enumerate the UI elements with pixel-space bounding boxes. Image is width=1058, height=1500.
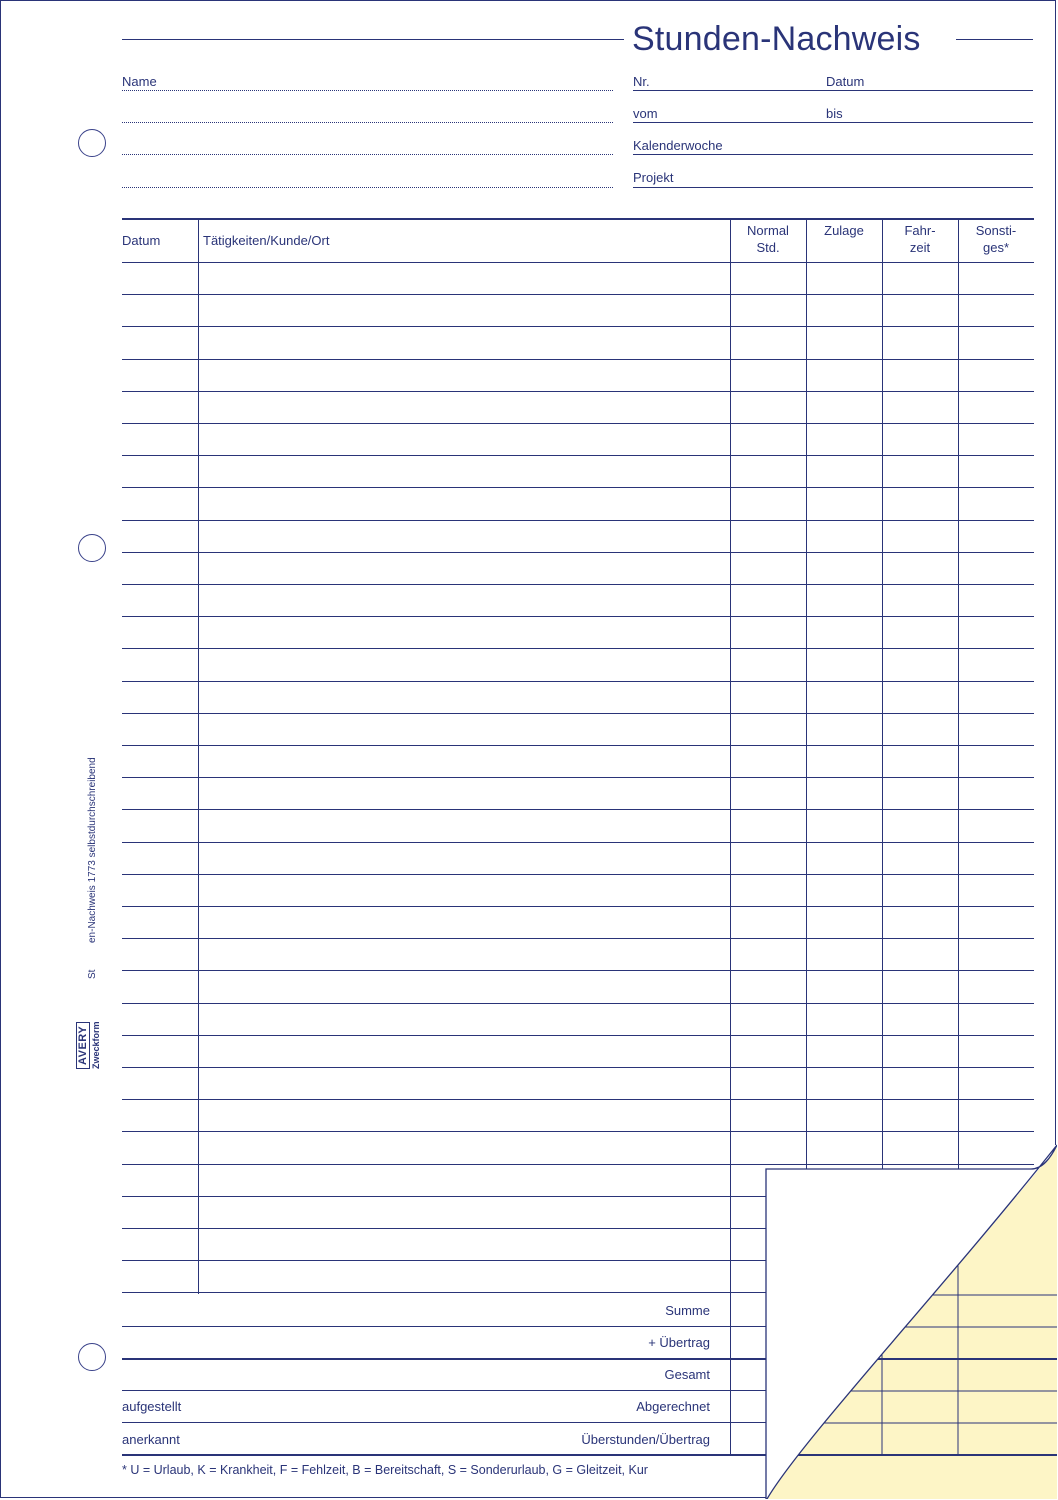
aufgestellt-label: aufgestellt bbox=[122, 1399, 182, 1414]
uebertrag-label: + Übertrag bbox=[648, 1335, 710, 1350]
col-header-fahrzeit-line2: zeit bbox=[909, 240, 931, 255]
table-top-rule bbox=[122, 218, 1034, 220]
punch-hole-bottom bbox=[78, 1343, 106, 1371]
col-header-normal-line1: Normal bbox=[747, 223, 789, 238]
col-header-taetigkeiten: Tätigkeiten/Kunde/Ort bbox=[203, 233, 330, 248]
title-rule-right bbox=[956, 39, 1033, 40]
table-row-rule bbox=[122, 1003, 1034, 1004]
table-row-rule bbox=[122, 970, 1034, 971]
table-row-rule bbox=[122, 648, 1034, 649]
col-header-zulage-wrap bbox=[806, 223, 882, 238]
kalenderwoche-line[interactable] bbox=[633, 154, 1033, 155]
name-line-1[interactable] bbox=[122, 90, 613, 91]
side-text-prefix: St bbox=[87, 969, 98, 979]
form-title: Stunden-Nachweis bbox=[632, 20, 921, 58]
bis-label: bis bbox=[826, 106, 843, 121]
name-line-4[interactable] bbox=[122, 187, 613, 188]
table-row-rule bbox=[122, 874, 1034, 875]
col-header-sonstiges bbox=[958, 223, 1034, 255]
table-row-rule bbox=[122, 326, 1034, 327]
abgerechnet-label: Abgerechnet bbox=[636, 1399, 710, 1414]
table-row-rule bbox=[122, 391, 1034, 392]
vom-bis-line[interactable] bbox=[633, 122, 1033, 123]
table-row-rule bbox=[122, 487, 1034, 488]
table-row-rule bbox=[122, 1067, 1034, 1068]
table-header-rule bbox=[122, 262, 1034, 263]
col-header-datum: Datum bbox=[122, 233, 161, 248]
column-divider-datum bbox=[198, 220, 199, 1294]
table-row-rule bbox=[122, 423, 1034, 424]
table-row-rule bbox=[122, 777, 1034, 778]
name-line-3[interactable] bbox=[122, 154, 613, 155]
col-header-zulage: Zulage bbox=[824, 223, 864, 238]
projekt-label: Projekt bbox=[633, 170, 674, 185]
side-text-product: en-Nachweis 1773 selbstdurchschreibend bbox=[87, 757, 98, 943]
projekt-line[interactable] bbox=[633, 187, 1033, 188]
page-curl bbox=[731, 1141, 1057, 1499]
table-row-rule bbox=[122, 1099, 1034, 1100]
anerkannt-label: anerkannt bbox=[122, 1432, 180, 1447]
table-row-rule bbox=[122, 713, 1034, 714]
col-header-normal bbox=[730, 223, 806, 255]
table-row-rule bbox=[122, 842, 1034, 843]
table-row-rule bbox=[122, 616, 1034, 617]
table-row-rule bbox=[122, 520, 1034, 521]
ueberstunden-label: Überstunden/Übertrag bbox=[581, 1432, 710, 1447]
punch-hole-middle bbox=[78, 534, 106, 562]
punch-hole-top bbox=[78, 129, 106, 157]
table-row-rule bbox=[122, 745, 1034, 746]
table-row-rule bbox=[122, 681, 1034, 682]
title-rule-left bbox=[122, 39, 624, 40]
logo-zweckform-text: Zweckform bbox=[91, 1021, 101, 1069]
col-header-fahrzeit-line1: Fahr- bbox=[904, 223, 936, 238]
vom-label: vom bbox=[633, 106, 658, 121]
summe-label: Summe bbox=[665, 1303, 710, 1318]
table-row-rule bbox=[122, 1131, 1034, 1132]
table-row-rule bbox=[122, 455, 1034, 456]
gesamt-label: Gesamt bbox=[664, 1367, 710, 1382]
datum-label: Datum bbox=[826, 74, 865, 89]
col-header-normal-line2: Std. bbox=[756, 240, 780, 255]
table-row-rule bbox=[122, 1035, 1034, 1036]
table-row-rule bbox=[122, 584, 1034, 585]
avery-zweckform-logo bbox=[73, 1021, 149, 1069]
table-row-rule bbox=[122, 809, 1034, 810]
table-row-rule bbox=[122, 359, 1034, 360]
footnote: * U = Urlaub, K = Krankheit, F = Fehlzeit, B = Bereitschaft, S = Sonderurlaub, G = Gleitzeit, Kur bbox=[122, 1463, 648, 1477]
col-header-sonstiges-line2: ges* bbox=[982, 240, 1010, 255]
col-header-sonstiges-line1: Sonsti- bbox=[975, 223, 1017, 238]
table-row-rule bbox=[122, 552, 1034, 553]
col-header-fahrzeit bbox=[882, 223, 958, 255]
name-label: Name bbox=[122, 74, 157, 89]
table-row-rule bbox=[122, 294, 1034, 295]
table-row-rule bbox=[122, 906, 1034, 907]
name-line-2[interactable] bbox=[122, 122, 613, 123]
kalenderwoche-label: Kalenderwoche bbox=[633, 138, 723, 153]
nr-label: Nr. bbox=[633, 74, 650, 89]
nr-datum-line[interactable] bbox=[633, 90, 1033, 91]
logo-avery-text: AVERY bbox=[76, 1022, 90, 1069]
table-row-rule bbox=[122, 938, 1034, 939]
